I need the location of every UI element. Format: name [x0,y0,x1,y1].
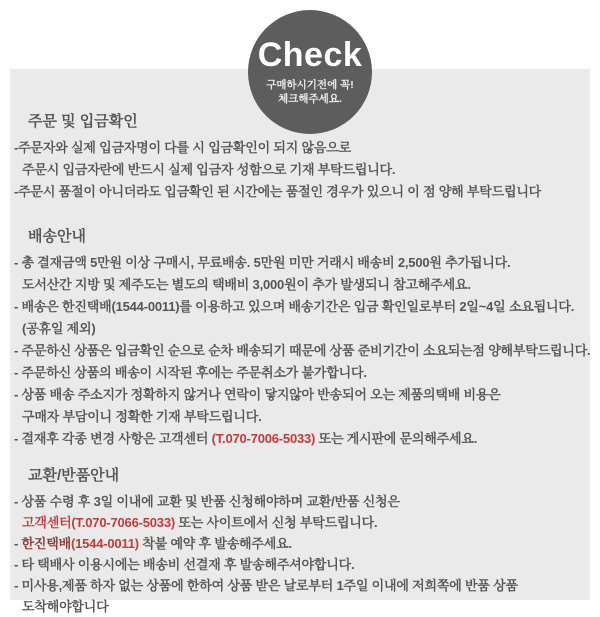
notice-line [14,296,590,318]
line-segment: 도착해야합니다 [22,599,109,614]
notice-line [22,596,590,617]
notice-line [14,340,590,362]
line-segment: - 배송은 한진택배(1544-0011)를 이용하고 있으며 배송기간은 입금 확인일로부터 2일~4일 소요됩니다. [14,299,575,314]
line-segment: - 미사용,제품 하자 없는 상품에 한하여 상품 받은 날로부터 1주일 이내에 저희쪽에 반품 상품 [14,578,518,593]
check-badge-subtitle-line2: 체크해주세요. [278,93,342,105]
line-segment: - 주문하신 상품의 배송이 시작된 후에는 주문취소가 불가합니다. [14,365,367,380]
courier-name: 한진택배 [21,536,71,551]
notice-line [14,384,590,406]
line-segment: 구매자 부담이니 정확한 기재 부탁드립니다. [22,409,262,424]
section-lines [10,137,590,203]
notice-line [14,428,590,450]
line-segment: 주문시 입금자란에 반드시 실제 입금자 성함으로 기재 부탁드립니다. [22,162,396,177]
notice-line [14,554,590,575]
line-segment: (공휴일 제외) [22,321,96,336]
section-exchange-return [10,467,590,617]
section-heading-order-payment: 주문 및 입금확인 [28,113,138,130]
line-segment: 착불 예약 후 발송해주세요. [138,536,292,551]
notice-line [22,159,590,181]
notice-line [14,181,590,203]
line-segment: 도서산간 지방 및 제주도는 별도의 택배비 3,000원이 추가 발생되니 참고해주세요. [22,277,471,292]
notice-line [14,362,590,384]
section-heading-shipping: 배송안내 [28,228,86,245]
line-segment: - 결재후 각종 변경 사항은 고객센터 [14,431,212,446]
line-segment: - 상품 수령 후 3일 이내에 교환 및 반품 신청해야하며 교환/반품 신청은 [14,494,400,509]
courier-phone: (1544-0011) [70,536,139,551]
line-segment: 또는 게시판에 문의해주세요. [315,431,478,446]
notice-line [14,137,590,159]
check-badge [248,10,372,134]
notice-line [14,252,590,274]
notice-line [14,533,590,554]
section-shipping [10,228,590,450]
line-segment: - [14,536,22,551]
line-segment: - 타 택배사 이용시에는 배송비 선결재 후 발송해주셔야합니다. [14,557,355,572]
section-heading-exchange-return: 교환/반품안내 [28,467,120,484]
line-segment: - 주문하신 상품은 입금확인 순으로 순차 배송되기 때문에 상품 준비기간이 소요되는점 양해부탁드립니다. [14,343,591,358]
check-badge-title: Check [257,36,363,74]
notice-line [22,406,590,428]
section-lines [10,491,590,617]
notice-line [14,491,590,512]
notice-line [22,274,590,296]
notice-line [14,575,590,596]
notice-line [22,318,590,340]
line-segment: - 상품 배송 주소지가 정확하지 않거나 연락이 닿지않아 반송되어 오는 제품의택배 비용은 [14,387,501,402]
line-segment: -주문시 품절이 아니더라도 입금확인 된 시간에는 품절인 경우가 있으니 이 점 양해 부탁드립니다 [14,184,542,199]
line-segment: -주문자와 실제 입금자명이 다를 시 입금확인이 되지 않음으로 [14,140,351,155]
line-segment: 또는 사이트에서 신청 부탁드립니다. [175,515,378,530]
customer-center-phone: 고객센터(T.070-7066-5033) [22,515,175,530]
notice-panel [10,69,591,614]
notice-line [22,512,590,533]
section-lines [10,252,590,450]
customer-center-phone: (T.070-7006-5033) [211,431,316,446]
check-badge-subtitle [248,78,372,106]
line-segment: - 총 결재금액 5만원 이상 구매시, 무료배송. 5만원 미만 거래시 배송비 2,500원 추가됩니다. [14,255,511,270]
check-badge-subtitle-line1: 구매하시기전에 꼭! [266,79,354,91]
